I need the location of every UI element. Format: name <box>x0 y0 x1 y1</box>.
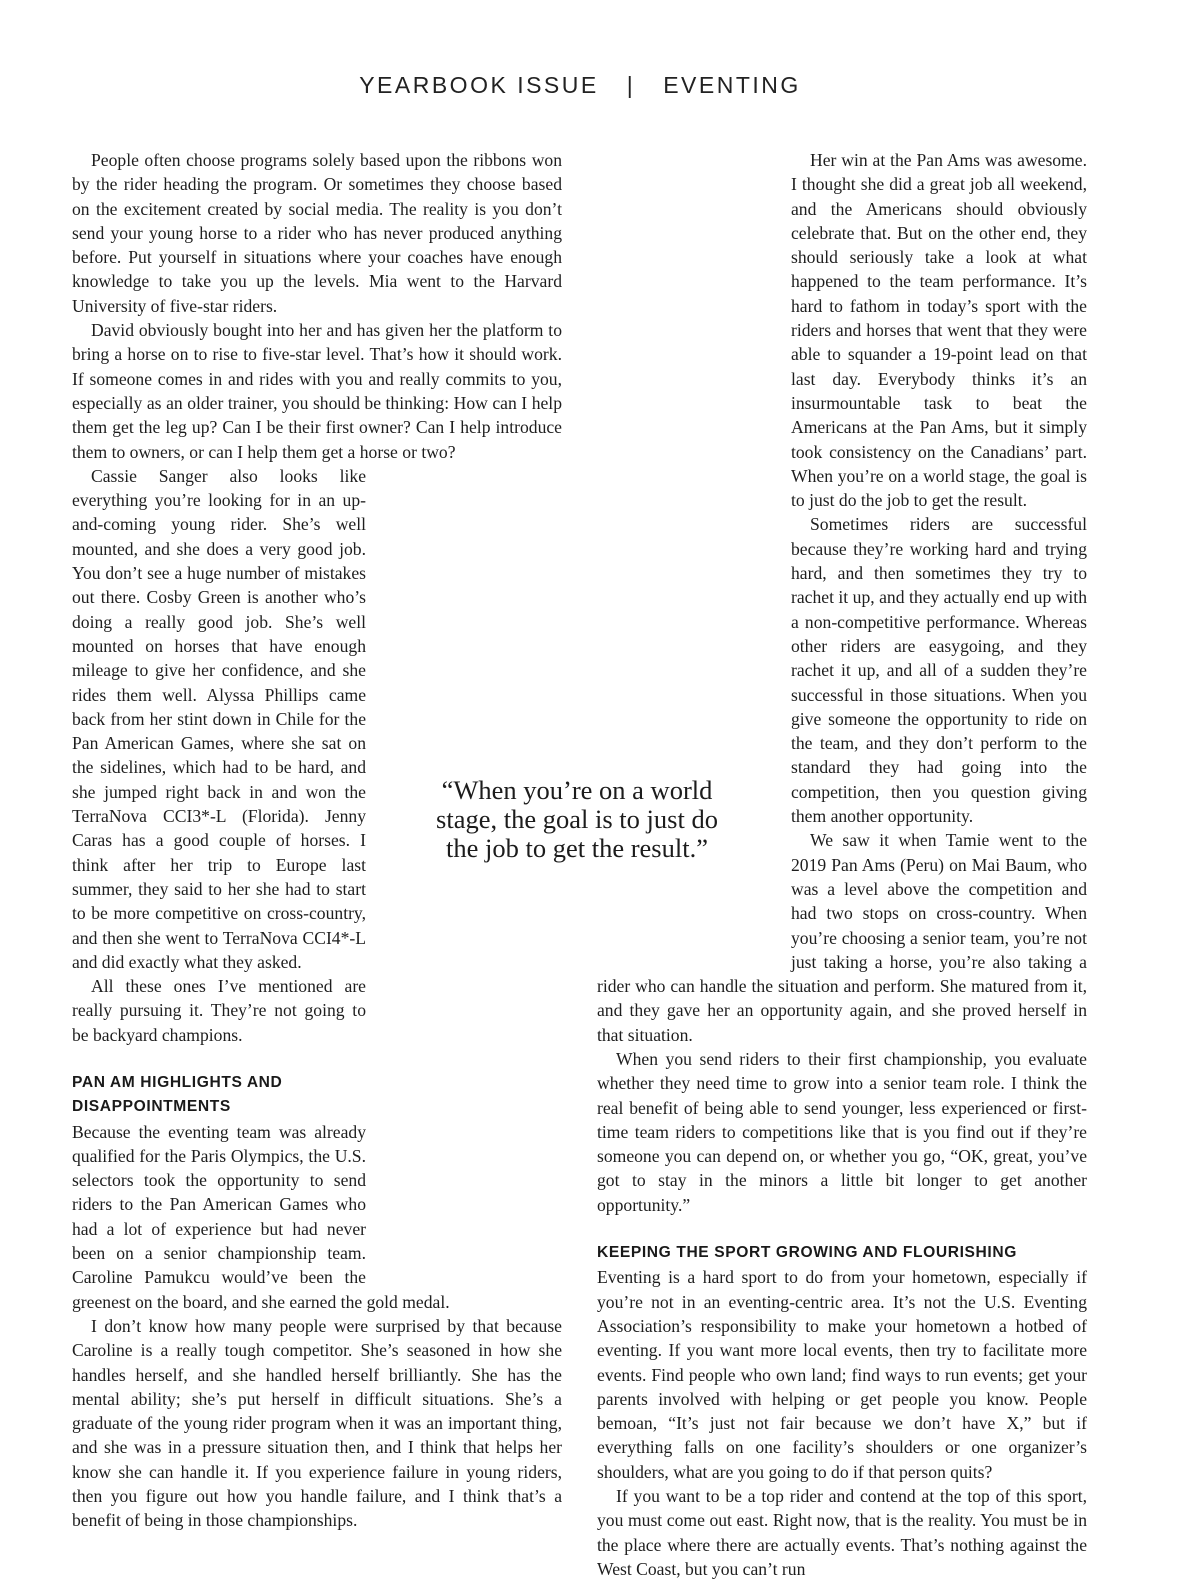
right-paragraph-5: Eventing is a hard sport to do from your hometown, especially if you’re not in an eventing-centric area. It’s not the U.S. Eventing Association’s responsibility to make your hometown a hotbed of eventing. If you want more local events, then try to facilitate more events. Find people who own land; find ways to run events; get your parents involved with helping or get people you know. People bemoan, “It’s just not fair because we don’t have X,” but if everything falls on one facility’s shoulders or one organizer’s shoulders, what are you going to do if that person quits? <box>597 1267 1087 1482</box>
page-header <box>0 72 1160 99</box>
right-paragraph-3: We saw it when Tamie went to the 2019 Pan Ams (Peru) on Mai Baum, who was a level above the competition and had two stops on cross-country. When you’re choosing a senior team, you’re not just taking a horse, you’re also taking a rider who can handle the situation and perform. She matured from it, and they gave her an opportunity again, and she proved herself in that situation. <box>597 830 1087 1045</box>
pullquote-wrap-space-left <box>366 998 562 1282</box>
right-column <box>597 148 1087 1581</box>
left-paragraph-2: David obviously bought into her and has given her the platform to bring a horse on to rise to five-star level. That’s how it should work. If someone comes in and rides with you and really commits to you, especially as an older trainer, you should be thinking: How can I help them get the leg up? Can I be their first owner? Can I help introduce them to owners, or can I help them get a horse or two? <box>72 320 562 462</box>
category-label: EVENTING <box>663 72 801 98</box>
section-heading-pan-am: PAN AM HIGHLIGHTS AND DISAPPOINTMENTS <box>72 1073 283 1116</box>
left-paragraph-3: Cassie Sanger also looks like everything you’re looking for in an up-and-coming young rider. She’s well mounted, and she does a very good job. You don’t see a huge number of mistakes out there. Cosby Green is another who’s doing a really good job. She’s well mounted on horses that have enough mileage to give her confidence, and she rides them well. Alyssa Phillips came back from her stint down in Chile for the Pan American Games, where she sat on the sidelines, which had to be hard, and she jumped right back in and won the TerraNova CCI3*-L (Florida). Jenny Caras has a good couple of horses. I think after her trip to Europe last summer, they said to her she had to start to be more competitive on cross-country, and then she went to TerraNova CCI4*-L and did exactly what they asked. <box>72 465 366 972</box>
header-separator: | <box>626 72 636 98</box>
section-heading-keeping-sport: KEEPING THE SPORT GROWING AND FLOURISHING <box>597 1244 1017 1262</box>
left-paragraph-6: I don’t know how many people were surprised by that because Caroline is a really tough competitor. She’s seasoned in how she handles herself, and she handled herself brilliantly. She has the mental ability; she’s put herself in difficult situations. She’s a graduate of the young rider program when it was an important thing, and she was in a pressure situation then, and I think that helps her know she can handle it. If you experience failure in young riders, then you figure out how you handle failure, and I think that’s a benefit of being in those championships. <box>72 1315 562 1531</box>
pull-quote: “When you’re on a world stage, the goal is to just do the job to get the result.” <box>436 775 718 863</box>
right-paragraph-6: If you want to be a top rider and contend at the top of this sport, you must come out east. Right now, that is the reality. You must be in the place where there are actually events. That’s nothing against the West Coast, but you can’t run <box>597 1486 1087 1579</box>
left-paragraph-1: People often choose programs solely based upon the ribbons won by the rider heading the program. Or sometimes they choose based on the excitement created by social media. The reality is you don’t send your young horse to a rider who has never produced anything before. Put yourself in situations where your coaches have enough knowledge to take you up the levels. Mia went to the Harvard University of five-star riders. <box>72 150 562 316</box>
left-paragraph-5: Because the eventing team was already qualified for the Paris Olympics, the U.S. selectors took the opportunity to send riders to the Pan American Games who had a lot of experience but had never been on a senior championship team. Caroline Pamukcu would’ve been the greenest on the board, and she earned the gold medal. <box>72 1121 450 1312</box>
section-label: YEARBOOK ISSUE <box>359 72 599 98</box>
right-paragraph-1: Her win at the Pan Ams was awesome. I thought she did a great job all weekend, and the Americans should obviously celebrate that. But on the other end, they should seriously take a look at what happened to the team performance. It’s hard to fathom in today’s sport with the riders and horses that went that they were able to squander a 19-point lead on that last day. Everybody thinks it’s an insurmountable task to beat the Americans at the Pan Ams, but it simply took consistency on the Canadians’ part. When you’re on a world stage, the goal is to just do the job to get the result. <box>791 150 1087 511</box>
left-paragraph-4: All these ones I’ve mentioned are really pursuing it. They’re not going to be backyard champions. <box>72 976 366 1045</box>
right-paragraph-4: When you send riders to their first championship, you evaluate whether they need time to grow into a senior team role. I think the real benefit of being able to send younger, less experienced or first-time team riders to competitions like that is you find out if they’re someone you can depend on, or whether you go, “OK, great, you’ve got to stay in the minors a little bit longer to get another opportunity.” <box>597 1048 1087 1215</box>
right-paragraph-2: Sometimes riders are successful because they’re working hard and trying hard, and then sometimes they try to rachet it up, and they actually end up with a non-competitive performance. Whereas other riders are easygoing, and they rachet it up, and all of a sudden they’re successful in those situations. When you give someone the opportunity to ride on the team, and they don’t perform to the standard they had going into the competition, then you question giving them another opportunity. <box>791 514 1087 827</box>
